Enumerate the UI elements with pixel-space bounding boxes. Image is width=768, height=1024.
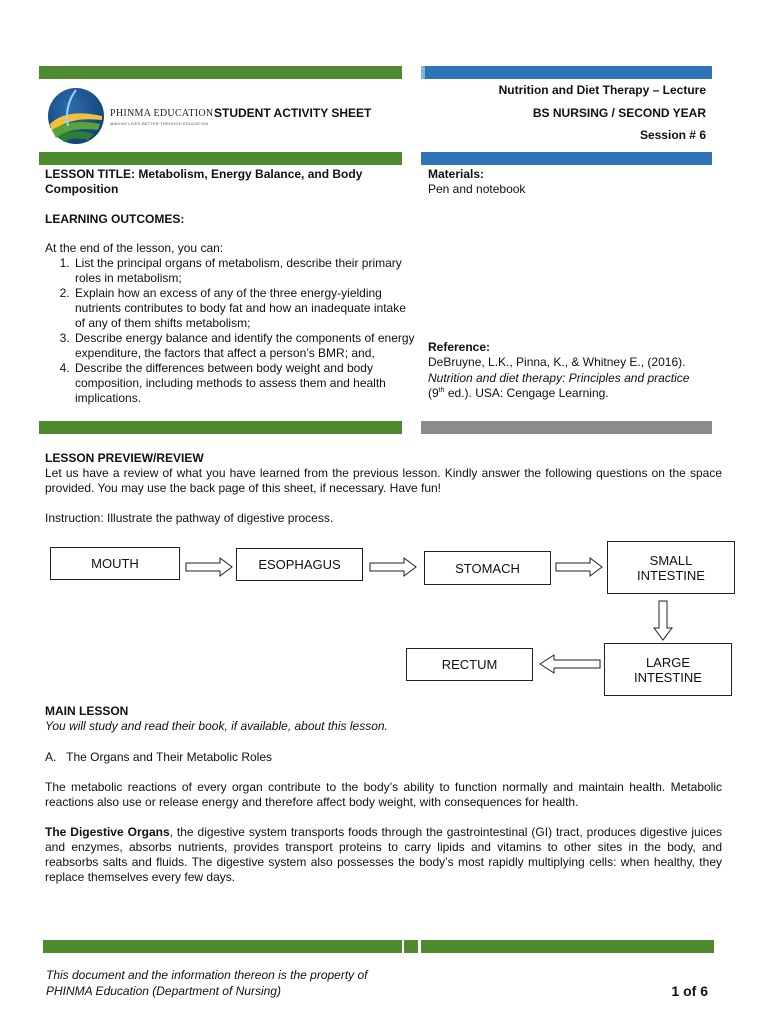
outcomes-intro: At the end of the lesson, you can: (45, 241, 224, 255)
preview-instruction: Instruction: Illustrate the pathway of digestive process. (45, 511, 334, 525)
section-bar-right (421, 152, 712, 165)
page-number: 1 of 6 (671, 983, 708, 999)
arrow-right-icon (556, 558, 602, 576)
section-a-heading: A. The Organs and Their Metabolic Roles (45, 750, 273, 764)
footer-bar-right (421, 940, 714, 953)
materials-heading: Materials: (428, 167, 485, 181)
pathway-box-stomach: STOMACH (424, 551, 551, 585)
header-bar-left (39, 66, 402, 79)
org-tagline: MAKING LIVES BETTER THROUGH EDUCATION (110, 121, 209, 126)
header-bar-right-accent (421, 66, 425, 79)
reference-book-title: Nutrition and diet therapy: Principles and practice (428, 371, 690, 385)
reference-authors: DeBruyne, L.K., Pinna, K., & Whitney E., (2016). (428, 355, 686, 369)
learning-outcomes-heading: LEARNING OUTCOMES: (45, 212, 185, 226)
phinma-logo-icon (46, 86, 106, 146)
lesson-paragraph-2 (45, 825, 722, 885)
org-name: PHINMA EDUCATION (110, 108, 214, 119)
sheet-title: STUDENT ACTIVITY SHEET (214, 106, 372, 120)
outcome-item: 4. Describe the differences between body weight and body composition, including methods to assess them and health implications. (73, 361, 418, 406)
arrow-right-icon (186, 558, 232, 576)
pathway-box-small-intestine: SMALL INTESTINE (607, 541, 735, 594)
lesson-title: LESSON TITLE: Metabolism, Energy Balance, and Body Composition (45, 167, 363, 196)
reference-edition-sup: th (438, 387, 445, 394)
digestive-organs-term: The Digestive Organs (45, 825, 170, 839)
pathway-box-rectum: RECTUM (406, 648, 533, 681)
footer-bar-mid (404, 940, 418, 953)
reference-edition-prefix: (9 (428, 386, 439, 400)
pathway-box-mouth: MOUTH (50, 547, 180, 580)
reference-edition (428, 386, 609, 401)
program-year: BS NURSING / SECOND YEAR (532, 106, 706, 120)
materials-text: Pen and notebook (428, 182, 526, 196)
phinma-logo (46, 86, 106, 146)
arrow-down-icon (654, 601, 672, 640)
arrow-right-icon (370, 558, 416, 576)
outcome-item: 2. Explain how an excess of any of the three energy-yielding nutrients contributes to body fat and how an inadequate intake of any of them shifts metabolism; (73, 286, 418, 331)
pathway-box-esophagus: ESOPHAGUS (236, 548, 363, 581)
reference-edition-rest: ed.). USA: Cengage Learning. (444, 386, 609, 400)
section-bar-left (39, 152, 402, 165)
main-lesson-heading: MAIN LESSON (45, 704, 129, 718)
outcome-item: 1. List the principal organs of metabolism, describe their primary roles in metabolism; (73, 256, 418, 286)
session-number: Session # 6 (639, 128, 706, 142)
course-title: Nutrition and Diet Therapy – Lecture (498, 83, 706, 97)
lesson-paragraph-2-text: , the digestive system transports foods through the gastrointestinal (GI) tract, produces digestive juices and enzymes, absorbs nutrients, provides transport proteins to carry lipids and vitamins to other sites in the body, and reabsorbs salts and fluids. The digestive system also possesses the body’s most rapidly multiplying cells: when healthy, they replace themselves every few days. (45, 825, 723, 884)
footer-property-line-1: This document and the information thereon is the property of (46, 968, 368, 982)
pathway-box-large-intestine: LARGE INTESTINE (604, 643, 732, 696)
reference-heading: Reference: (428, 340, 491, 354)
preview-heading: LESSON PREVIEW/REVIEW (45, 451, 204, 465)
outcomes-bar-left (39, 421, 402, 434)
learning-outcomes-list (45, 256, 418, 406)
outcome-item: 3. Describe energy balance and identify the components of energy expenditure, the factors that affect a person’s BMR; and, (73, 331, 418, 361)
footer-bar-left (43, 940, 402, 953)
lesson-paragraph-1: The metabolic reactions of every organ contribute to the body’s ability to function normally and maintain health. Metabolic reactions also use or release energy and therefore affect body weight, with consequences for health. (45, 780, 722, 809)
arrow-left-icon (540, 655, 600, 673)
preview-text: Let us have a review of what you have learned from the previous lesson. Kindly answer the following questions on the space provided. You may use the back page of this sheet, if necessary. Have fun! (45, 466, 722, 495)
main-lesson-subtitle: You will study and read their book, if available, about this lesson. (45, 719, 388, 733)
header-bar-right (421, 66, 712, 79)
footer-property-line-2: PHINMA Education (Department of Nursing) (46, 984, 281, 998)
outcomes-bar-right (421, 421, 712, 434)
